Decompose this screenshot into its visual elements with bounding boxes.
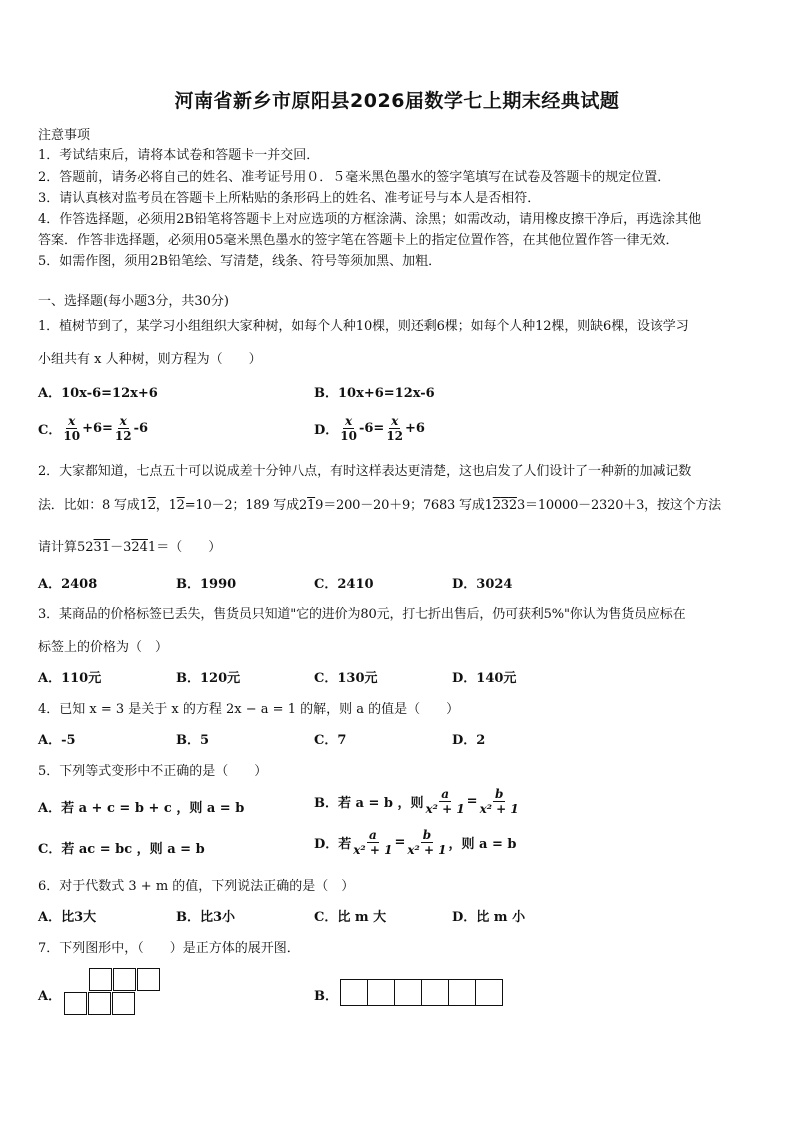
text: －3 xyxy=(110,540,132,555)
question-2-line2 xyxy=(38,494,721,513)
fraction xyxy=(478,787,521,816)
q6-option-a: A．比3大 xyxy=(38,910,97,925)
operator: -6= xyxy=(358,421,385,436)
q3-option-b: B．120元 xyxy=(176,671,241,686)
q5-option-b xyxy=(314,787,521,816)
text: ，1 xyxy=(155,498,177,513)
text: B．若 a = b ，则 xyxy=(314,796,424,811)
q6-option-d: D．比 m 小 xyxy=(452,910,526,925)
net-square xyxy=(64,992,87,1015)
q4-option-d: D．2 xyxy=(452,733,486,748)
denominator: 12 xyxy=(114,429,132,443)
q7-option-a-label: A． xyxy=(38,989,62,1004)
q2-option-b: B．1990 xyxy=(176,577,237,592)
text: 1＝（ ） xyxy=(147,540,222,555)
fraction xyxy=(113,414,134,443)
denominator: x² + 1 xyxy=(353,843,393,857)
overlined-digit: 31 xyxy=(93,540,111,555)
text: ，则 a = b xyxy=(448,837,517,852)
question-4: 4．已知 x = 3 是关于 x 的方程 2x − a = 1 的解，则 a 的值是（ ） xyxy=(38,702,460,717)
notice-heading: 注意事项 xyxy=(38,128,91,143)
net-square xyxy=(88,992,111,1015)
overlined-digit: 2 xyxy=(492,498,501,513)
text: D．若 xyxy=(314,837,352,852)
q7-option-b-label: B． xyxy=(314,989,338,1004)
text: 请计算52 xyxy=(38,540,94,555)
denominator: 10 xyxy=(340,429,357,443)
numerator: x xyxy=(68,414,76,428)
notice-item: 答案．作答非选择题，必须用05毫米黑色墨水的签字笔在答题卡上的指定位置作答，在其他位置作答一律无效． xyxy=(38,233,679,248)
overlined-digit: 1 xyxy=(307,498,316,513)
numerator: x xyxy=(345,414,353,428)
fraction xyxy=(405,828,448,857)
net-square xyxy=(89,968,112,991)
q1-option-c xyxy=(38,414,148,443)
net-square xyxy=(421,979,449,1006)
q2-option-c: C．2410 xyxy=(314,577,374,592)
q6-option-b: B．比3小 xyxy=(176,910,236,925)
denominator: x² + 1 xyxy=(479,802,519,816)
question-5: 5．下列等式变形中不正确的是（ ） xyxy=(38,764,268,779)
notice-item: 3．请认真核对监考员在答题卡上所粘贴的条形码上的姓名、准考证号与本人是否相符． xyxy=(38,191,541,206)
text: =10－2；189 写成2 xyxy=(184,498,308,513)
question-1-line2: 小组共有 x 人种树，则方程为（ ） xyxy=(38,352,262,367)
text: 法．比如：8 写成1 xyxy=(38,498,148,513)
text: 3 xyxy=(516,498,526,513)
text: 9＝200－20＋9；7683 写成1 xyxy=(315,498,493,513)
q7-option-b-net xyxy=(340,979,510,1009)
question-3-line2: 标签上的价格为（ ） xyxy=(38,640,169,655)
page-title: 河南省新乡市原阳县2026届数学七上期末经典试题 xyxy=(174,90,620,112)
question-1-line1: 1．植树节到了，某学习小组组织大家种树，如每个人种10棵，则还剩6棵；如每个人种12棵，则缺6棵，设该学习 xyxy=(38,319,689,334)
net-square xyxy=(113,968,136,991)
fraction xyxy=(338,414,359,443)
denominator: x² + 1 xyxy=(407,843,447,857)
operator: +6= xyxy=(82,421,113,436)
q2-option-d: D．3024 xyxy=(452,577,513,592)
q5-option-d xyxy=(314,828,517,857)
q4-option-c: C．7 xyxy=(314,733,347,748)
q3-option-a: A．110元 xyxy=(38,671,102,686)
question-7: 7．下列图形中，（ ）是正方体的展开图． xyxy=(38,941,300,956)
q5-option-c: C．若 ac = bc ，则 a = b xyxy=(38,842,205,857)
q3-option-d: D．140元 xyxy=(452,671,517,686)
overlined-digit: 2 xyxy=(147,498,156,513)
numerator: a xyxy=(441,787,449,801)
notice-item: 2．答题前，请务必将自己的姓名、准考证号用０．５毫米黑色墨水的签字笔填写在试卷及答题卡的规定位置． xyxy=(38,170,671,185)
question-2-line1: 2．大家都知道，七点五十可以说成差十分钟八点，有时这样表达更清楚，这也启发了人们设计了一种新的加减记数 xyxy=(38,464,692,479)
numerator: a xyxy=(368,828,377,842)
q6-option-c: C．比 m 大 xyxy=(314,910,387,925)
fraction xyxy=(384,414,405,443)
operator: = xyxy=(466,794,478,809)
overlined-digit: 24 xyxy=(131,540,148,555)
numerator: b xyxy=(494,787,504,801)
net-square xyxy=(340,979,368,1006)
numerator: x xyxy=(119,414,127,428)
fraction xyxy=(351,828,394,857)
notice-item: 1．考试结束后，请将本试卷和答题卡一并交回． xyxy=(38,148,320,163)
numerator: b xyxy=(422,828,432,842)
fraction xyxy=(61,414,82,443)
q4-option-b: B．5 xyxy=(176,733,210,748)
text: ＝10000－2320＋3，按这个方法 xyxy=(525,498,721,513)
overlined-digit: 3 xyxy=(500,498,509,513)
notice-item: 5．如需作图，须用2B铅笔绘、写清楚，线条、符号等须加黑、加粗． xyxy=(38,254,442,269)
question-3-line1: 3．某商品的价格标签已丢失，售货员只知道"它的进价为80元，打七折出售后，仍可获利5%"你认为售货员应标在 xyxy=(38,607,686,622)
q1-option-d xyxy=(314,414,425,443)
operator: +6 xyxy=(405,421,425,436)
net-square xyxy=(448,979,476,1006)
denominator: 12 xyxy=(386,429,404,443)
net-square xyxy=(137,968,160,991)
operator: = xyxy=(394,835,406,850)
net-square xyxy=(112,992,135,1015)
question-6: 6．对于代数式 3 + m 的值，下列说法正确的是（ ） xyxy=(38,879,355,894)
q2-option-a: A．2408 xyxy=(38,577,98,592)
section-heading: 一、选择题(每小题3分，共30分) xyxy=(38,294,229,309)
q1-option-b: B．10x+6=12x-6 xyxy=(314,386,435,401)
q1-option-a: A．10x-6=12x+6 xyxy=(38,386,158,401)
q7-option-a-net xyxy=(64,968,164,1018)
overlined-digit: 2 xyxy=(176,498,185,513)
net-square xyxy=(367,979,395,1006)
denominator: 10 xyxy=(63,429,81,443)
overlined-digit: 2 xyxy=(508,498,517,513)
q5-option-a: A．若 a + c = b + c ，则 a = b xyxy=(38,801,245,816)
net-square xyxy=(475,979,503,1006)
fraction xyxy=(424,787,467,816)
option-label: D． xyxy=(314,423,339,438)
q3-option-c: C．130元 xyxy=(314,671,378,686)
option-label: C． xyxy=(38,423,62,438)
operator: -6 xyxy=(133,421,149,436)
question-2-line3 xyxy=(38,536,221,555)
notice-item: 4．作答选择题，必须用2B铅笔将答题卡上对应选项的方框涂满、涂黑；如需改动，请用橡皮擦干净后，再选涂其他 xyxy=(38,212,702,227)
denominator: x² + 1 xyxy=(425,802,465,816)
q4-option-a: A．-5 xyxy=(38,733,76,748)
net-square xyxy=(394,979,422,1006)
numerator: x xyxy=(391,414,399,428)
